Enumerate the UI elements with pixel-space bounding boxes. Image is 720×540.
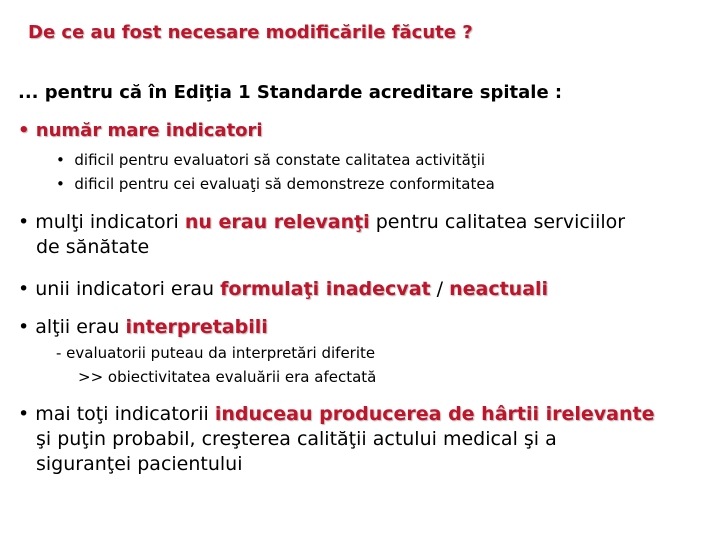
bullet-text-pre: alţii erau: [35, 316, 126, 338]
highlight-inadequate: formulaţi inadecvat: [220, 278, 431, 300]
bullet-marker: •: [56, 175, 65, 193]
sub-bullet-text: dificil pentru cei evaluaţi să demonstreze conformitatea: [74, 175, 495, 193]
bullet-text-pre: unii indicatori erau: [35, 278, 221, 300]
bullet-marker: •: [18, 316, 30, 338]
sub-bullet-evaluators: [56, 151, 485, 169]
bullet-not-relevant: [18, 210, 718, 260]
bullet-text-pre: mulţi indicatori: [35, 211, 185, 233]
highlight-irrelevant-paperwork: induceau producerea de hârtii irelevante: [214, 403, 655, 425]
bullet-text-line2: şi puţin probabil, creşterea calităţii actului medical şi a: [36, 428, 557, 450]
intro-line: ... pentru că în Ediţia 1 Standarde acreditare spitale :: [18, 82, 563, 103]
bullet-many-indicators: [18, 120, 263, 141]
bullet-irrelevant-paperwork: [18, 402, 718, 477]
separator: /: [430, 278, 450, 300]
bullet-marker: •: [56, 151, 65, 169]
bullet-marker: •: [18, 278, 30, 300]
bullet-text-post: pentru calitatea serviciilor: [369, 211, 626, 233]
note-objectivity: >> obiectivitatea evaluării era afectată: [78, 368, 377, 386]
bullet-interpretable: [18, 315, 718, 340]
bullet-text: număr mare indicatori: [35, 120, 263, 141]
highlight-interpretable: interpretabili: [125, 316, 268, 338]
bullet-text-pre: mai toţi indicatorii: [35, 403, 215, 425]
sub-bullet-evaluated: [56, 175, 495, 193]
note-interpretations: - evaluatorii puteau da interpretări diferite: [56, 344, 376, 362]
bullet-marker: •: [18, 403, 30, 425]
bullet-text-line2: de sănătate: [36, 236, 150, 258]
highlight-not-relevant: nu erau relevanţi: [184, 211, 370, 233]
bullet-marker: •: [18, 211, 30, 233]
bullet-marker: •: [18, 120, 30, 141]
bullet-inadequate: [18, 277, 718, 302]
highlight-outdated: neactuali: [449, 278, 549, 300]
bullet-text-line3: siguranţei pacientului: [36, 453, 243, 475]
slide-title: De ce au fost necesare modificările făcute ?: [28, 22, 473, 43]
sub-bullet-text: dificil pentru evaluatori să constate calitatea activităţii: [74, 151, 486, 169]
